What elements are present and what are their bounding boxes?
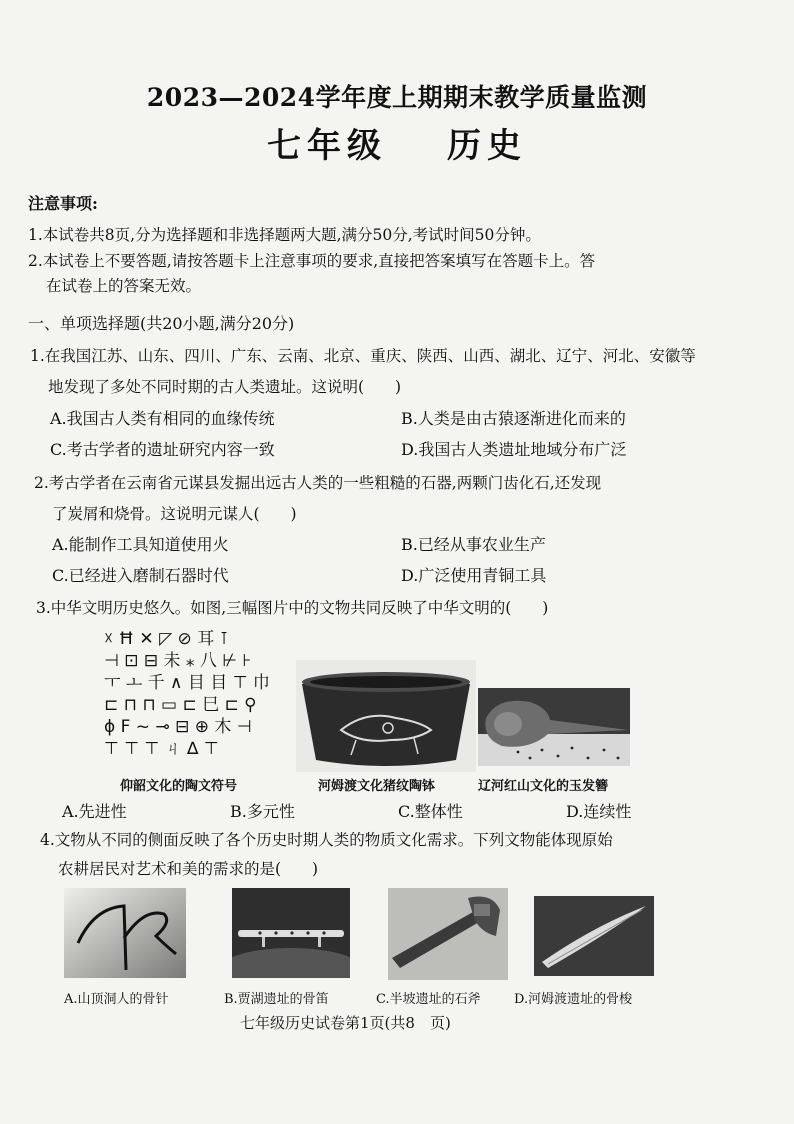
q4-option-c[interactable]: C.半坡遗址的石斧	[376, 992, 481, 1007]
bone-flute-image	[232, 888, 350, 978]
symbol-row: ⊤ ⊤ ⊤ ㄐ ∆ ⊤	[104, 739, 219, 759]
symbol-row: ϕ Ϝ ~ ⊸ ⊟ ⊕ 木 ⊣	[104, 717, 252, 737]
caption-pottery-symbols: 仰韶文化的陶文符号	[120, 779, 238, 794]
grade-label: 七年级	[267, 126, 387, 166]
q1-option-d[interactable]: D.我国古人类遗址地域分布广泛	[401, 440, 627, 459]
symbol-row: ㅜ ㅗ 千 ∧ 目 目 ⊤ 巾	[104, 673, 270, 693]
subject-label: 历史	[447, 126, 527, 166]
notes-item-2: 2.本试卷上不要答题,请按答题卡上注意事项的要求,直接把答案填写在答题卡上。答	[28, 252, 596, 270]
q3-option-b[interactable]: B.多元性	[230, 802, 295, 821]
caption-pig-bowl: 河姆渡文化猪纹陶钵	[318, 779, 436, 794]
q1-option-b[interactable]: B.人类是由古猿逐渐进化而来的	[401, 409, 626, 428]
symbol-row: ⊏ ⊓ ⊓ ▭ ⊏ 巳 ⊏ ⚲	[104, 695, 257, 715]
symbol-row: ⊣ ⊡ ⊟ 未 ⁎ 八 ⊬ ⊦	[104, 651, 252, 671]
q4-stem-line1: 4.文物从不同的侧面反映了各个历史时期人类的物质文化需求。下列文物能体现原始	[40, 831, 613, 849]
q3-option-c[interactable]: C.整体性	[398, 802, 463, 821]
notes-heading: 注意事项:	[28, 194, 98, 213]
q4-stem-line2: 农耕居民对艺术和美的需求的是( )	[58, 860, 319, 878]
symbol-row: ☓ Ħ ✕ ◸ ⊘ 耳 ⊺	[104, 629, 229, 649]
exam-title: 2023—2024学年度上期期末教学质量监测	[146, 83, 648, 112]
q4-option-b[interactable]: B.贾湖遗址的骨笛	[224, 992, 329, 1007]
notes-item-2-cont: 在试卷上的答案无效。	[46, 277, 202, 295]
caption-jade-hairpin: 辽河红山文化的玉发簪	[478, 779, 609, 794]
q2-stem-line2: 了炭屑和烧骨。这说明元谋人( )	[52, 505, 297, 523]
q3-option-a[interactable]: A.先进性	[62, 802, 127, 821]
pig-pattern-bowl-image	[296, 660, 476, 772]
q1-stem-line1: 1.在我国江苏、山东、四川、广东、云南、北京、重庆、陕西、山西、湖北、辽宁、河北、安徽等	[30, 347, 696, 365]
exam-subtitle	[0, 118, 794, 167]
q4-option-a[interactable]: A.山顶洞人的骨针	[64, 992, 169, 1007]
page-footer: 七年级历史试卷第1页(共8 页)	[240, 1014, 451, 1032]
jade-hairpin-image	[478, 688, 630, 766]
q3-stem: 3.中华文明历史悠久。如图,三幅图片中的文物共同反映了中华文明的( )	[36, 599, 549, 617]
bone-needle-image	[64, 888, 186, 978]
q2-option-a[interactable]: A.能制作工具知道使用火	[52, 535, 229, 554]
q3-option-d[interactable]: D.连续性	[566, 802, 632, 821]
q2-stem-line1: 2.考古学者在云南省元谋县发掘出远古人类的一些粗糙的石器,两颗门齿化石,还发现	[34, 474, 602, 492]
q1-option-c[interactable]: C.考古学者的遗址研究内容一致	[50, 440, 275, 459]
q1-option-a[interactable]: A.我国古人类有相同的血缘传统	[50, 409, 275, 428]
stone-axe-image	[388, 888, 508, 980]
pottery-symbols	[104, 628, 294, 760]
section-heading: 一、单项选择题(共20小题,满分20分)	[28, 314, 295, 333]
bone-shuttle-image	[534, 896, 654, 976]
q4-option-d[interactable]: D.河姆渡遗址的骨梭	[514, 992, 633, 1007]
q1-stem-line2: 地发现了多处不同时期的古人类遗址。这说明( )	[48, 378, 402, 396]
notes-item-1: 1.本试卷共8页,分为选择题和非选择题两大题,满分50分,考试时间50分钟。	[28, 226, 541, 244]
q2-option-d[interactable]: D.广泛使用青铜工具	[401, 566, 547, 585]
q2-option-c[interactable]: C.已经进入磨制石器时代	[52, 566, 229, 585]
q2-option-b[interactable]: B.已经从事农业生产	[401, 535, 546, 554]
